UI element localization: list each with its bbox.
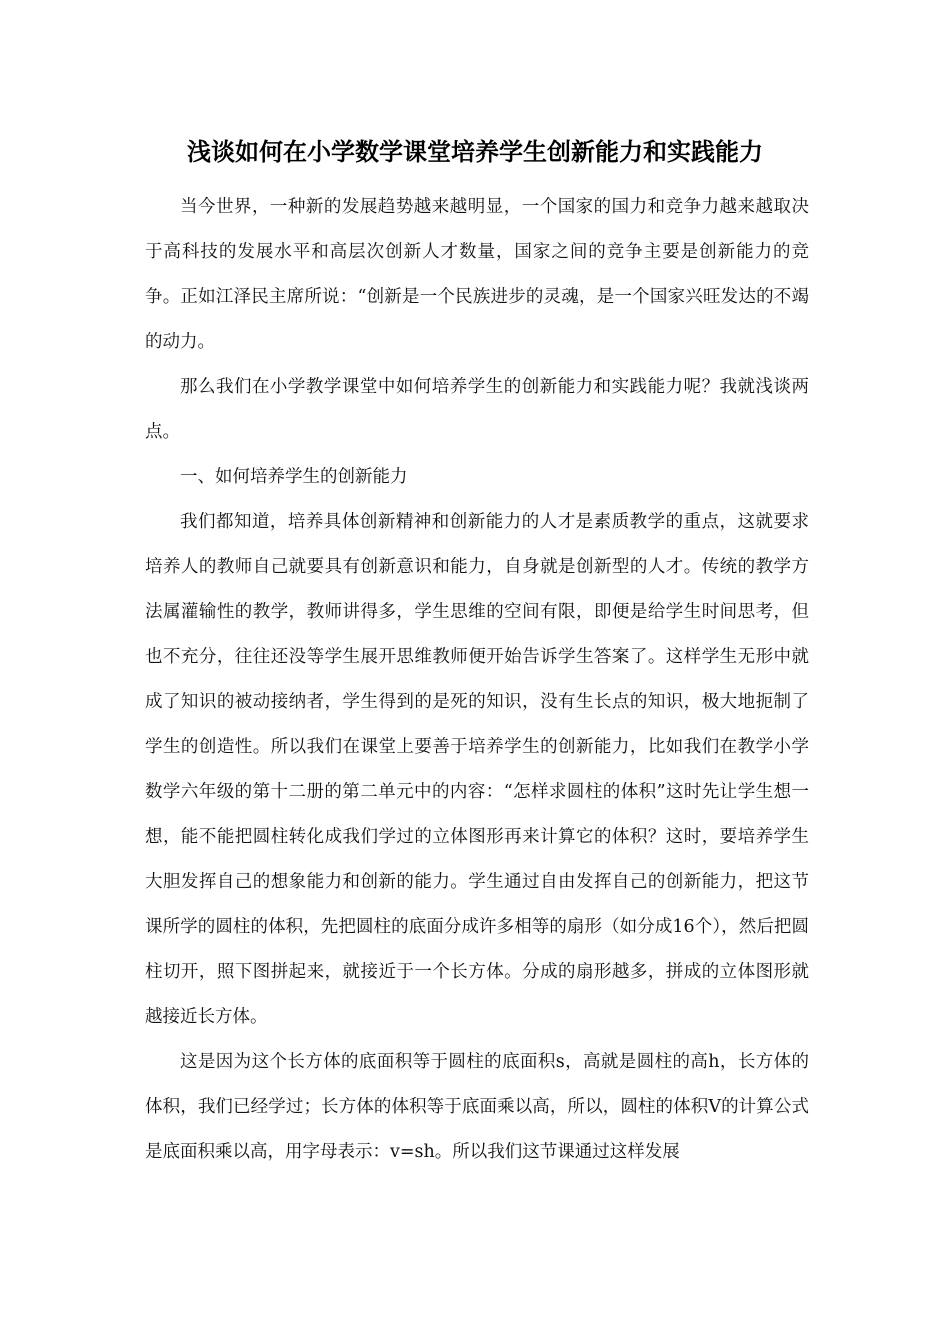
section-heading-1: 一、如何培养学生的创新能力: [180, 467, 408, 487]
document-title: 浅谈如何在小学数学课堂培养学生创新能力和实践能力: [187, 137, 763, 166]
paragraph-intro: 当今世界，一种新的发展趋势越来越明显，一个国家的国力和竞争力越来越取决于高科技的发展水平和高层次创新人才数量，国家之间的竞争主要是创新能力的竞争。正如江泽民主席所说：“创新是一个民族进步的灵魂，是一个国家兴旺发达的不竭的动力。: [145, 197, 809, 352]
paragraph-cylinder: 这是因为这个长方体的底面积等于圆柱的底面积s，高就是圆柱的高h，长方体的体积，我们已经学过；长方体的体积等于底面乘以高，所以，圆柱的体积V的计算公式是底面积乘以高，用字母表示：v=sh。所以我们这节课通过这样发展: [145, 1052, 809, 1162]
paragraph-question: 那么我们在小学教学课堂中如何培养学生的创新能力和实践能力呢？我就浅谈两点。: [145, 377, 809, 442]
paragraph-innovation: 我们都知道，培养具体创新精神和创新能力的人才是素质教学的重点，这就要求培养人的教师自己就要具有创新意识和能力，自身就是创新型的人才。传统的教学方法属灌输性的教学，教师讲得多，学生思维的空间有限，即便是给学生时间思考，但也不充分，往往还没等学生展开思维教师便开始告诉学生答案了。这样学生无形中就成了知识的被动接纳者，学生得到的是死的知识，没有生长点的知识，极大地扼制了学生的创造性。所以我们在课堂上要善于培养学生的创新能力，比如我们在教学小学数学六年级的第十二册的第二单元中的内容：“怎样求圆柱的体积”这时先让学生想一想，能不能把圆柱转化成我们学过的立体图形再来计算它的体积？这时，要培养学生大胆发挥自己的想象能力和创新的能力。学生通过自由发挥自己的创新能力，把这节课所学的圆柱的体积，先把圆柱的底面分成许多相等的扇形（如分成16个），然后把圆柱切开，照下图拼起来，就接近于一个长方体。分成的扇形越多，拼成的立体图形就越接近长方体。: [145, 512, 809, 1027]
document-body: [145, 185, 809, 1175]
